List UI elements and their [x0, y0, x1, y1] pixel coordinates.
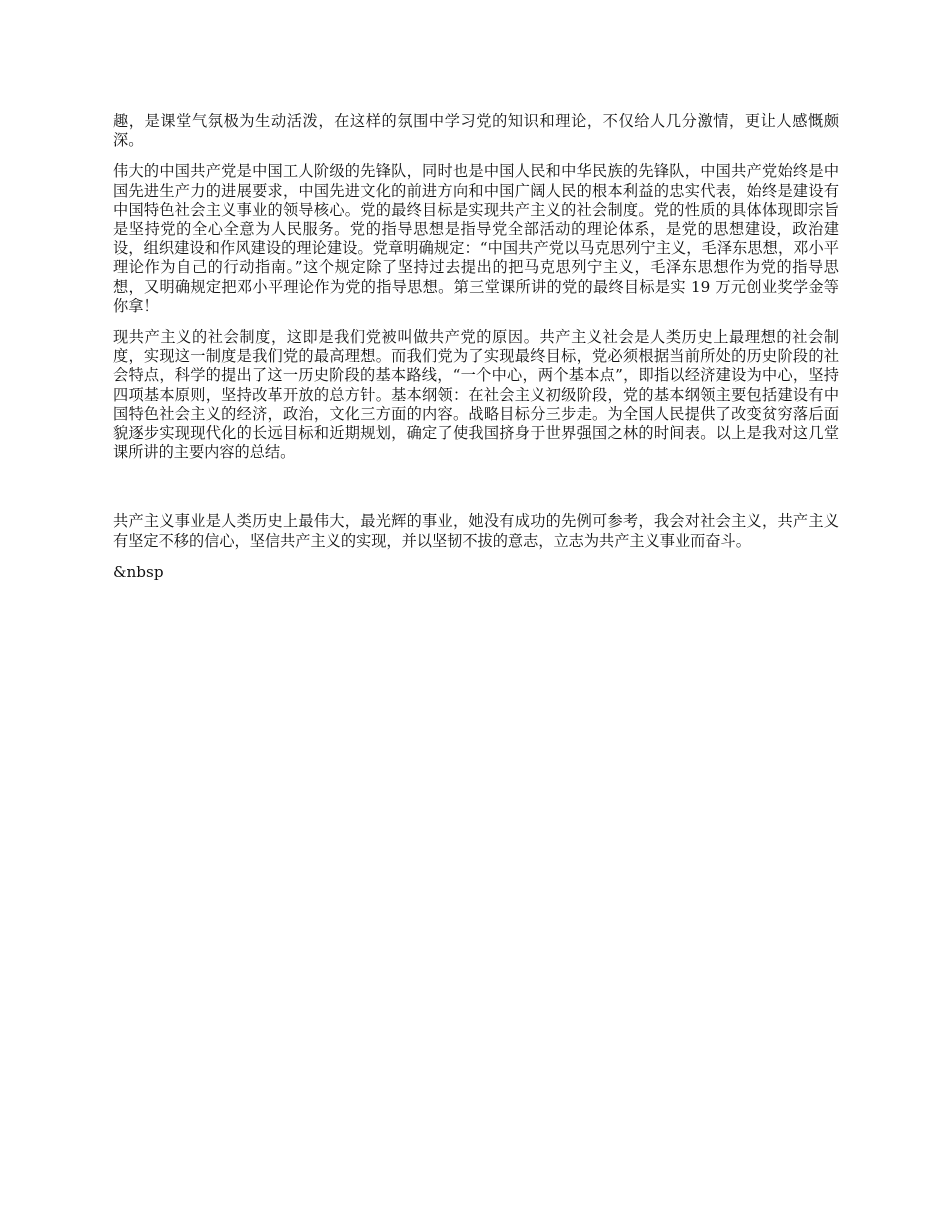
document-body	[113, 112, 839, 594]
paragraph-communism-goal: 现共产主义的社会制度，这即是我们党被叫做共产党的原因。共产主义社会是人类历史上最理想的社会制度，实现这一制度是我们党的最高理想。而我们党为了实现最终目标，党必须根据当前所处的历史阶段的社会特点，科学的提出了这一历史阶段的基本路线，“一个中心，两个基本点”，即指以经济建设为中心，坚持四项基本原则，坚持改革开放的总方针。基本纲领：在社会主义初级阶段，党的基本纲领主要包括建设有中国特色社会主义的经济，政治，文化三方面的内容。战略目标分三步走。为全国人民提供了改变贫穷落后面貌逐步实现现代化的长远目标和近期规划，确定了使我国挤身于世界强国之林的时间表。以上是我对这几堂课所讲的主要内容的总结。	[113, 328, 839, 462]
paragraph-conclusion: 共产主义事业是人类历史上最伟大，最光辉的事业，她没有成功的先例可参考，我会对社会主义，共产主义有坚定不移的信心，坚信共产主义的实现，并以坚韧不拔的意志，立志为共产主义事业而奋斗。	[113, 512, 839, 550]
paragraph-nbsp-literal: &nbsp	[113, 562, 164, 581]
paragraph-party-nature: 伟大的中国共产党是中国工人阶级的先锋队，同时也是中国人民和中华民族的先锋队，中国共产党始终是中国先进生产力的进展要求，中国先进文化的前进方向和中国广阔人民的根本利益的忠实代表，始终是建设有中国特色社会主义事业的领导核心。党的最终目标是实现共产主义的社会制度。党的性质的具体体现即宗旨是坚持党的全心全意为人民服务。党的指导思想是指导党全部活动的理论体系，是党的思想建设，政治建设，组织建设和作风建设的理论建设。党章明确规定：“中国共产党以马克思列宁主义，毛泽东思想，邓小平理论作为自己的行动指南。”这个规定除了坚持过去提出的把马克思列宁主义，毛泽东思想作为党的指导思想，又明确规定把邓小平理论作为党的指导思想。第三堂课所讲的党的最终目标是实 19 万元创业奖学金等你拿！	[113, 162, 839, 315]
paragraph-intro: 趣，是课堂气氛极为生动活泼，在这样的氛围中学习党的知识和理论，不仅给人几分激情，更让人感慨颇深。	[113, 112, 839, 150]
blank-space	[113, 474, 839, 512]
